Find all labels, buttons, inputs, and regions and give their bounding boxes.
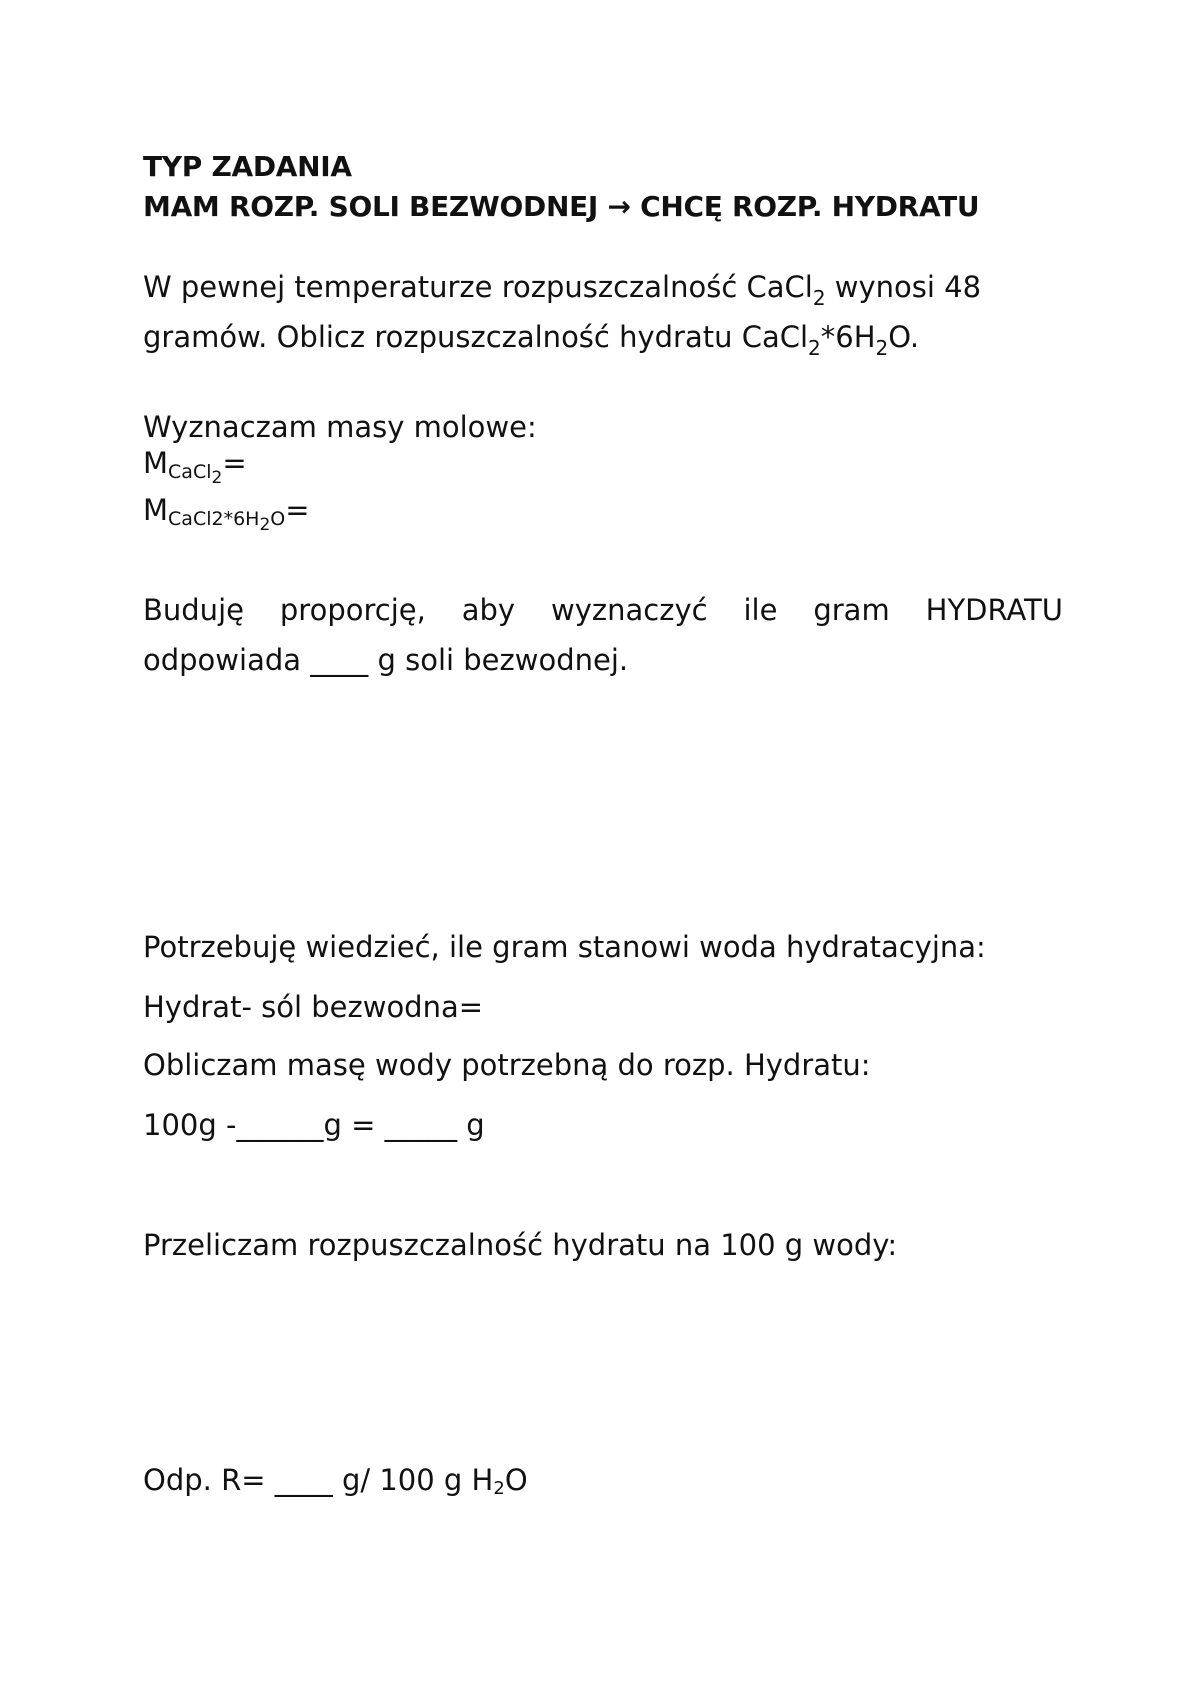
subscript: 2 bbox=[808, 336, 821, 360]
formula-text: O bbox=[270, 508, 286, 530]
task-text: *6H bbox=[820, 320, 876, 354]
molar-symbol: M bbox=[143, 446, 169, 480]
subscript: 2 bbox=[211, 468, 223, 488]
formula-text: CaCl2*6H bbox=[168, 508, 260, 530]
water-mass-calculation: 100g -______g = _____ g bbox=[143, 1108, 485, 1142]
molar-mass-heading: Wyznaczam masy molowe: bbox=[143, 410, 537, 444]
task-type-subheading: MAM ROZP. SOLI BEZWODNEJ → CHCĘ ROZP. HYDRATU bbox=[143, 190, 980, 223]
subscript: 2 bbox=[493, 1478, 505, 1499]
proportion-instruction: Buduję proporcję, aby wyznaczyć ile gram HYDRATU odpowiada ____ g soli bezwodnej. bbox=[143, 593, 1063, 677]
molar-formula bbox=[168, 461, 223, 488]
formula-text: CaCl bbox=[168, 461, 212, 483]
answer-text: O bbox=[504, 1463, 528, 1497]
hydrate-minus-salt-line: Hydrat- sól bezwodna= bbox=[143, 990, 484, 1024]
task-text: O. bbox=[888, 320, 920, 354]
solubility-conversion-heading: Przeliczam rozpuszczalność hydratu na 100 g wody: bbox=[143, 1228, 898, 1262]
task-text: gramów. Oblicz rozpuszczalność hydratu CaCl bbox=[143, 320, 809, 354]
task-type-heading: TYP ZADANIA bbox=[143, 150, 352, 183]
equals-sign: = bbox=[222, 446, 247, 480]
subscript: 2 bbox=[259, 515, 271, 535]
answer-line bbox=[143, 1455, 1063, 1514]
molar-formula bbox=[168, 508, 286, 535]
task-statement-line-2 bbox=[143, 312, 1063, 373]
hydration-water-heading: Potrzebuję wiedzieć, ile gram stanowi woda hydratacyjna: bbox=[143, 930, 986, 964]
water-mass-heading: Obliczam masę wody potrzebną do rozp. Hydratu: bbox=[143, 1048, 871, 1082]
subscript: 2 bbox=[812, 286, 826, 310]
molar-symbol: M bbox=[143, 493, 169, 527]
answer-text: Odp. R= ____ g/ 100 g H bbox=[143, 1463, 494, 1497]
molar-mass-hydrate bbox=[143, 490, 1063, 545]
task-text: W pewnej temperaturze rozpuszczalność CaCl bbox=[143, 270, 813, 304]
subscript: 2 bbox=[875, 336, 889, 360]
equals-sign: = bbox=[285, 493, 310, 527]
task-text: wynosi 48 bbox=[825, 270, 982, 304]
